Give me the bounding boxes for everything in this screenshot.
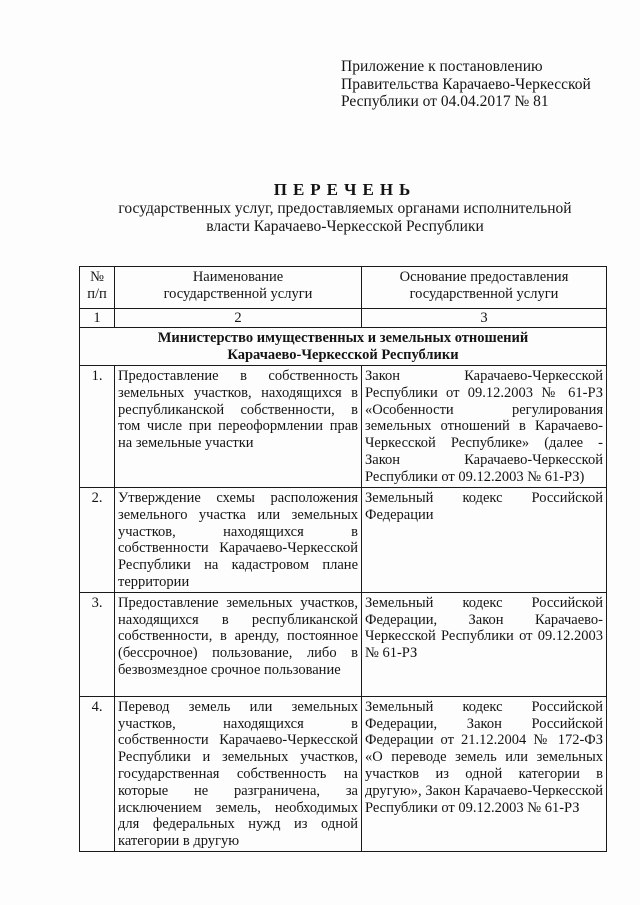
section-heading-row — [80, 328, 607, 366]
row-number: 1. — [80, 366, 115, 488]
legal-basis: Земельный кодекс Российской Федерации — [362, 488, 607, 593]
header-text: государственной услуги — [409, 285, 559, 302]
appendix-line: Приложение к постановлению — [341, 58, 543, 75]
subtitle-line: власти Карачаево-Черкесской Республики — [206, 218, 484, 235]
header-text: государственной услуги — [163, 285, 313, 302]
header-text: Основание предоставления — [399, 269, 569, 285]
appendix-line: Республики от 04.04.2017 № 81 — [341, 93, 549, 110]
section-heading — [80, 328, 607, 366]
subtitle-line: государственных услуг, предоставляемых органами исполнительной — [118, 200, 572, 217]
legal-basis: Земельный кодекс Российской Федерации, Закон Карачаево-Черкесской Республики от 09.12.2003 № 61-РЗ — [362, 592, 607, 696]
service-name: Утверждение схемы расположения земельного участка или земельных участков, находящихся в собственности Карачаево-Черкесской Республики на кадастровом плане территории — [115, 488, 362, 593]
header-text: Наименование — [192, 269, 284, 285]
header-text: № — [90, 269, 104, 285]
column-index: 2 — [115, 309, 362, 328]
header-legal-basis — [362, 267, 607, 309]
row-number: 4. — [80, 696, 115, 851]
section-heading-text: Карачаево-Черкесской Республики — [227, 346, 459, 363]
column-index: 3 — [362, 309, 607, 328]
row-number: 3. — [80, 592, 115, 696]
service-name: Предоставление в собственность земельных участков, находящихся в республиканской собственности, в том числе при переоформлении прав на земельные участки — [115, 366, 362, 488]
table-row — [80, 592, 607, 696]
header-number — [80, 267, 115, 309]
table-row — [80, 488, 607, 593]
document-subtitle — [60, 200, 630, 236]
header-text: п/п — [87, 285, 107, 302]
legal-basis: Закон Карачаево-Черкесской Республики от 09.12.2003 № 61-РЗ «Особенности регулирования земельных отношений в Карачаево-Черкесской Республике» (далее - Закон Карачаево-Черкесской Республики от 09.12.2003 № 61-РЗ) — [362, 366, 607, 488]
legal-basis: Земельный кодекс Российской Федерации, Закон Российской Федерации от 21.12.2004 № 172-ФЗ «О переводе земель или земельных участков из одной категории в другую», Закон Карачаево-Черкесской Республики от 09.12.2003 № 61-РЗ — [362, 696, 607, 851]
header-service-name — [115, 267, 362, 309]
table-row — [80, 366, 607, 488]
table-header-row — [80, 267, 607, 309]
row-number: 2. — [80, 488, 115, 593]
services-table — [79, 266, 607, 852]
column-index: 1 — [80, 309, 115, 328]
appendix-line: Правительства Карачаево-Черкесской — [341, 75, 591, 93]
appendix-note — [341, 58, 626, 111]
column-index-row — [80, 309, 607, 328]
table-row — [80, 696, 607, 851]
document-title: ПЕРЕЧЕНЬ — [273, 180, 417, 199]
service-name: Перевод земель или земельных участков, находящихся в собственности Карачаево-Черкесской Республики и земельных участков, государственная собственность на которые не разграничена, за исключением земель, необходимых для федеральных нужд из одной категории в другую — [115, 696, 362, 851]
section-heading-text: Министерство имущественных и земельных отношений — [157, 330, 529, 346]
service-name: Предоставление земельных участков, находящихся в республиканской собственности, в аренду, постоянное (бессрочное) пользование, либо в безвозмездное срочное пользование — [115, 592, 362, 696]
